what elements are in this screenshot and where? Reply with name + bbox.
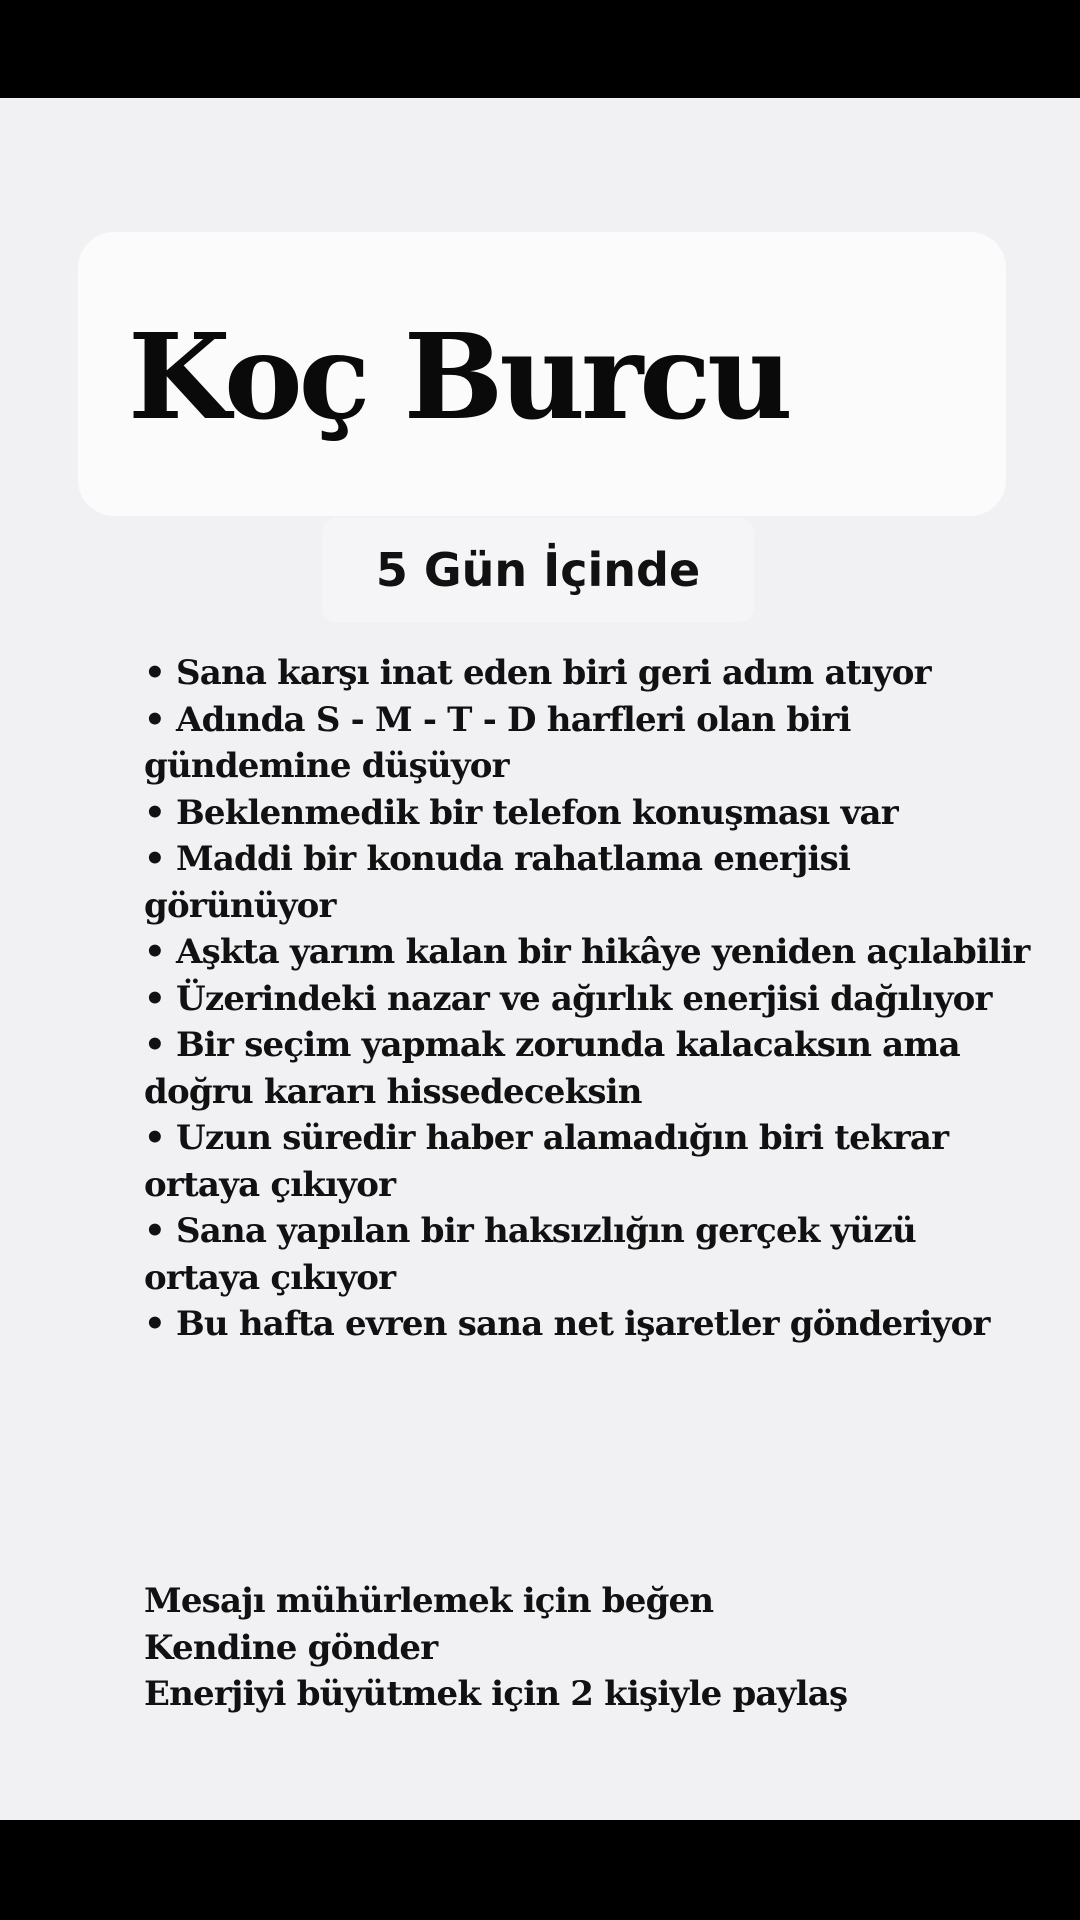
bullet-icon: • [144,699,165,740]
page-title: Koç Burcu [128,307,789,446]
bullet-icon: • [144,1025,165,1065]
list-item [144,790,1034,837]
list-item-text: Sana karşı inat eden biri geri adım atıyor [175,653,931,693]
list-item-text: Bu hafta evren sana net işaretler gönderiyor [175,1304,990,1344]
bullet-icon: • [144,1304,165,1344]
prediction-list [144,650,1034,1348]
bottom-letterbox-bar [0,1820,1080,1920]
list-item-text: Maddi bir konuda rahatlama enerjisi görünüyor [144,839,851,926]
list-item [144,976,1034,1023]
page-subtitle: 5 Gün İçinde [375,543,701,597]
cta-line-send: Kendine gönder [144,1627,438,1668]
cta-line-like: Mesajı mühürlemek için beğen [144,1581,714,1621]
cta-line-share: Enerjiyi büyütmek için 2 kişiyle paylaş [144,1674,848,1714]
bullet-icon: • [144,1118,165,1158]
list-item [144,1301,1034,1348]
list-item-text: Aşkta yarım kalan bir hikâye yeniden açılabilir [175,932,1030,972]
bullet-icon: • [144,839,165,879]
call-to-action [144,1578,1034,1718]
list-item [144,1115,1034,1208]
list-item [144,697,1034,790]
list-item [144,929,1034,976]
list-item [144,1022,1034,1115]
list-item-text: Beklenmedik bir telefon konuşması var [175,792,898,833]
list-item [144,1208,1034,1301]
list-item-text: Bir seçim yapmak zorunda kalacaksın ama doğru kararı hissedeceksin [144,1025,960,1112]
list-item [144,836,1034,929]
bullet-icon: • [144,1211,165,1251]
list-item [144,650,1034,697]
list-item-text: Sana yapılan bir haksızlığın gerçek yüzü ortaya çıkıyor [144,1211,916,1298]
top-letterbox-bar [0,0,1080,98]
bullet-icon: • [144,792,165,833]
bullet-icon: • [144,932,165,972]
list-item-text: Adında S - M - T - D harfleri olan biri gündemine düşüyor [144,699,851,786]
list-item-text: Uzun süredir haber alamadığın biri tekrar ortaya çıkıyor [144,1118,949,1205]
list-item-text: Üzerindeki nazar ve ağırlık enerjisi dağılıyor [175,978,992,1019]
bullet-icon: • [144,653,165,693]
bullet-icon: • [144,978,165,1019]
